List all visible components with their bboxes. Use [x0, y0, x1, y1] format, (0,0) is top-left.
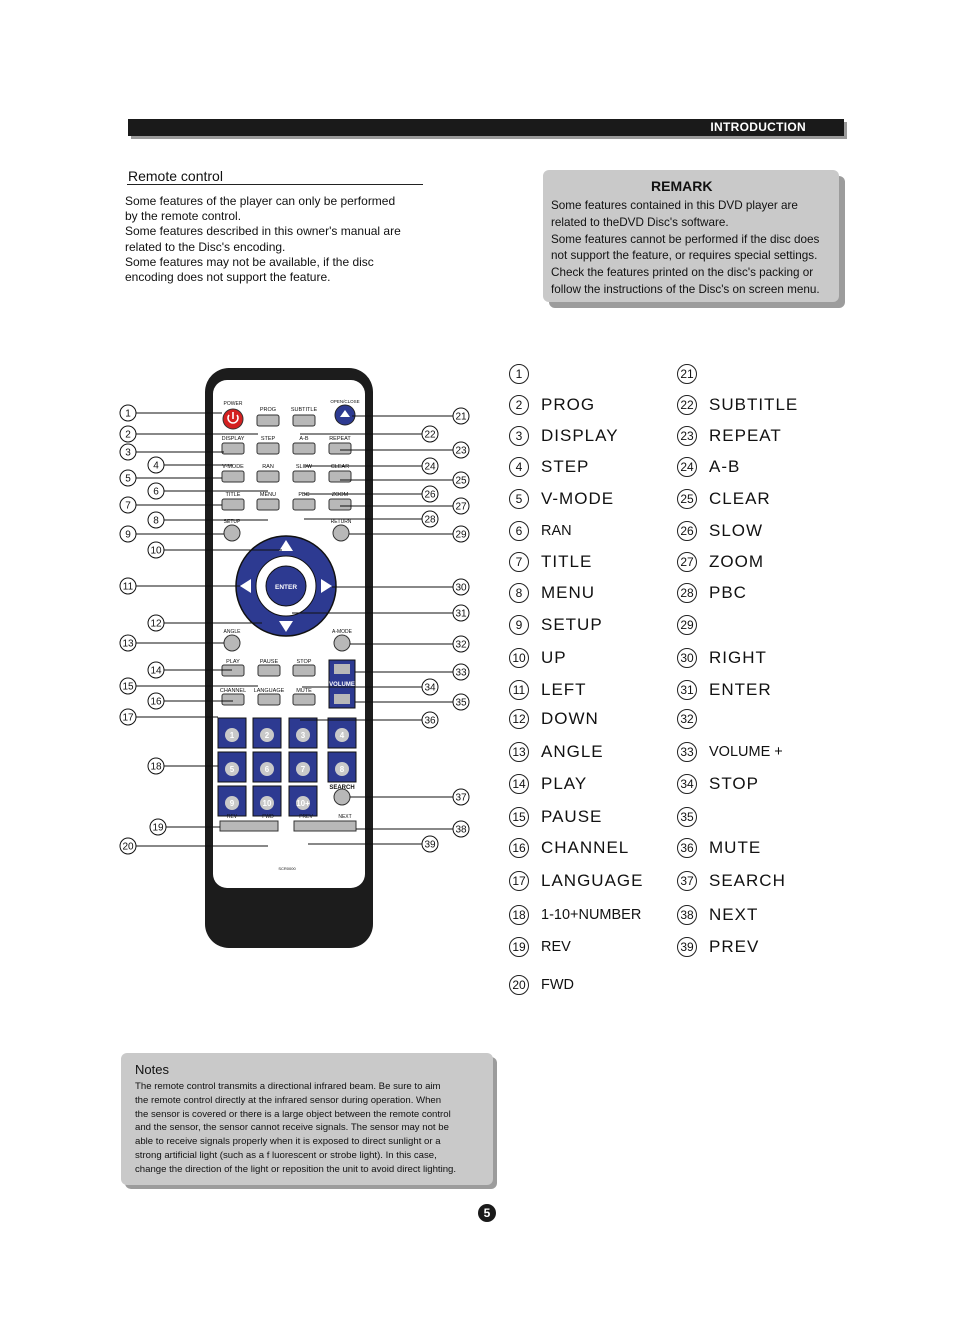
remote-label: 1	[125, 408, 131, 420]
remote-label: 5	[229, 765, 235, 774]
remote-label: 6	[153, 486, 159, 498]
remote-label: 25	[455, 475, 467, 487]
notes-title: Notes	[135, 1062, 169, 1077]
remote-label: 26	[424, 489, 436, 501]
legend-number: 11	[509, 680, 529, 700]
legend-number: 20	[509, 975, 529, 995]
remote-label: CHANNEL	[219, 688, 247, 694]
remote-label: REV	[226, 814, 238, 820]
legend-number: 30	[677, 648, 697, 668]
remote-label: 2	[125, 429, 131, 441]
remote-label: VOLUME	[329, 682, 355, 688]
remote-label: LANGUAGE	[253, 688, 285, 694]
legend-number: 35	[677, 807, 697, 827]
legend-label: REPEAT	[709, 426, 782, 445]
notes-line: and the sensor, the sensor cannot receive signals. The sensor may not be	[135, 1122, 449, 1134]
remote-key[interactable]	[222, 443, 244, 454]
page-number: 5	[478, 1204, 496, 1222]
remote-label: 7	[300, 765, 306, 774]
legend-label: VOLUME +	[709, 744, 783, 760]
remote-label: 37	[455, 792, 467, 804]
legend-label: PLAY	[541, 774, 588, 793]
remote-label: 39	[424, 839, 436, 851]
legend-number: 19	[509, 937, 529, 957]
intro-line: Some features may not be available, if the disc	[125, 254, 374, 269]
notes-line: The remote control transmits a directional infrared beam. Be sure to aim	[135, 1081, 441, 1092]
remote-label: ENTER	[274, 584, 298, 591]
legend-label: RIGHT	[709, 648, 767, 667]
remote-key[interactable]	[293, 443, 315, 454]
remote-label: MENU	[259, 492, 277, 498]
legend-number: 15	[509, 807, 529, 827]
legend-number: 9	[509, 615, 529, 635]
remote-label: 33	[455, 667, 467, 679]
legend-label: DISPLAY	[541, 426, 619, 445]
legend-label: SEARCH	[709, 871, 786, 890]
remark-line: Some features contained in this DVD player are	[551, 199, 798, 212]
remote-label: 36	[424, 715, 436, 727]
legend-label: TITLE	[541, 552, 593, 571]
legend-number: 36	[677, 838, 697, 858]
remote-label: 15	[122, 681, 134, 693]
legend-label: PBC	[709, 583, 747, 602]
legend-label: ENTER	[709, 680, 772, 699]
legend-label: STOP	[709, 774, 759, 793]
remote-label: STEP	[260, 436, 276, 442]
remote-label: SCR0000	[278, 866, 296, 871]
remote-key[interactable]	[257, 443, 279, 454]
channel-button[interactable]	[222, 694, 244, 705]
legend-number: 39	[677, 937, 697, 957]
legend-label: MENU	[541, 583, 596, 602]
remote-label: 7	[125, 500, 131, 512]
pause-button[interactable]	[258, 665, 280, 676]
remote-label: ZOOM	[331, 492, 349, 498]
remote-label: PROG	[259, 407, 277, 413]
remote-label: A-MODE	[332, 629, 352, 635]
remote-label: SEARCH	[329, 785, 355, 791]
legend-label: CLEAR	[709, 489, 771, 508]
legend-number: 18	[509, 905, 529, 925]
remote-label: 28	[424, 514, 436, 526]
remote-label: A-B	[299, 436, 309, 442]
remote-label: 35	[455, 697, 467, 709]
remote-label: SUBTITLE	[290, 407, 318, 413]
legend-label: LANGUAGE	[541, 871, 644, 890]
legend-number: 17	[509, 871, 529, 891]
notes-line: the remote control directly at the infrared sensor during operation. When	[135, 1094, 442, 1106]
remote-label: MUTE	[296, 688, 312, 694]
intro-line: Some features described in this owner's manual are	[125, 224, 401, 239]
legend-number: 32	[677, 709, 697, 729]
remote-label: 21	[455, 411, 467, 423]
legend-label: PAUSE	[541, 807, 603, 826]
legend-label: SLOW	[709, 521, 764, 540]
prev-next-bar	[294, 821, 356, 831]
legend-number: 22	[677, 395, 697, 415]
remote-key[interactable]	[257, 499, 279, 510]
remote-label: SLOW	[295, 464, 313, 470]
remote-label: REPEAT	[329, 436, 351, 442]
legend-label: DOWN	[541, 709, 599, 728]
legend-number: 13	[509, 742, 529, 762]
remote-label: DISPLAY	[221, 436, 245, 442]
remote-label: TITLE	[225, 492, 241, 498]
remote-label: POWER	[223, 401, 243, 407]
remark-line: Check the features printed on the disc's packing or	[551, 266, 814, 280]
notes-line: strong artificial light (such as a f luorescent or strobe light). In this case,	[135, 1149, 437, 1161]
legend-number: 5	[509, 489, 529, 509]
remote-key[interactable]	[329, 443, 351, 454]
legend-number: 33	[677, 742, 697, 762]
remark-line: Some features cannot be performed if the disc does	[551, 232, 820, 246]
remote-key[interactable]	[293, 499, 315, 510]
notes-body	[135, 1080, 456, 1177]
remote-label: 18	[150, 761, 162, 773]
remote-label: 9	[229, 799, 235, 808]
remote-label: PBC	[298, 492, 310, 498]
legend-number: 24	[677, 457, 697, 477]
remote-label: PLAY	[226, 659, 240, 665]
remote-label: OPEN/CLOSE	[330, 399, 360, 404]
section-title: Remote control	[128, 168, 223, 184]
search-button[interactable]	[334, 789, 350, 805]
remote-label: PAUSE	[259, 659, 279, 665]
setup-button[interactable]	[224, 525, 240, 541]
legend-label: ZOOM	[709, 552, 764, 571]
legend-label: PROG	[541, 395, 596, 414]
legend-label: CHANNEL	[541, 838, 630, 857]
legend-number: 6	[509, 521, 529, 541]
legend-number: 1	[509, 364, 529, 384]
remote-label: ANGLE	[223, 629, 241, 635]
volume-down-button	[334, 694, 350, 704]
remote-label: 38	[455, 824, 467, 836]
remote-label: 16	[150, 696, 162, 708]
notes-line: able to receive signals properly when it is exposed to direct sunlight or a	[135, 1136, 441, 1148]
section-header-title: INTRODUCTION	[710, 120, 806, 134]
remote-label: 3	[125, 447, 131, 459]
remark-line: related to theDVD Disc's software.	[551, 215, 729, 229]
remote-label: 1	[229, 731, 235, 740]
legend-number: 10	[509, 648, 529, 668]
legend-number: 28	[677, 583, 697, 603]
legend-number: 14	[509, 774, 529, 794]
legend-number: 2	[509, 395, 529, 415]
volume-up-button	[334, 664, 350, 674]
remark-line: follow the instructions of the Disc's on screen menu.	[551, 282, 820, 296]
remote-label: 2	[264, 731, 270, 740]
legend-number: 25	[677, 489, 697, 509]
remote-key[interactable]	[222, 471, 244, 482]
remark-line: not support the feature, or requires special settings.	[551, 249, 818, 263]
intro-line: Some features of the player can only be performed	[125, 194, 396, 208]
legend-label: 1-10+NUMBER	[541, 907, 642, 923]
remote-key[interactable]	[257, 471, 279, 482]
legend-label: A-B	[709, 457, 741, 476]
legend-number: 8	[509, 583, 529, 603]
remote-label: 20	[122, 841, 134, 853]
legend-label: RAN	[541, 523, 572, 539]
remote-label: 17	[122, 712, 134, 724]
legend-label: SETUP	[541, 615, 603, 634]
stop-button[interactable]	[293, 665, 315, 676]
legend-label: SUBTITLE	[709, 395, 799, 414]
remote-label: STOP	[296, 659, 312, 665]
remote-label: 27	[455, 501, 467, 513]
remote-label: 5	[125, 473, 131, 485]
rev-fwd-bar	[220, 821, 278, 831]
remote-label: 10+	[296, 799, 310, 808]
language-button[interactable]	[258, 694, 280, 705]
remote-label: 24	[424, 461, 436, 473]
remote-label: 10	[262, 799, 272, 808]
remote-label: 12	[150, 618, 162, 630]
a-mode-button[interactable]	[334, 635, 350, 651]
legend-number: 31	[677, 680, 697, 700]
remote-label: 31	[455, 608, 467, 620]
remark-title: REMARK	[651, 178, 713, 194]
remote-label: CLEAR	[330, 464, 350, 470]
remote-label: 30	[455, 582, 467, 594]
legend-number: 16	[509, 838, 529, 858]
remote-label: 6	[264, 765, 270, 774]
remote-key[interactable]	[222, 499, 244, 510]
remote-label: 4	[153, 460, 159, 472]
legend-label: NEXT	[709, 905, 759, 924]
remote-label: 29	[455, 529, 467, 541]
remote-label: 13	[122, 638, 134, 650]
remote-label: 8	[339, 765, 345, 774]
remote-label: 34	[424, 682, 436, 694]
remote-label: V-MODE	[222, 464, 244, 470]
notes-line: change the direction of the light or reposition the unit to avoid direct lighting.	[135, 1163, 457, 1175]
remote-label: 14	[150, 665, 162, 677]
remote-label: 8	[153, 515, 159, 527]
subtitle-button[interactable]	[293, 415, 315, 426]
mute-button[interactable]	[293, 694, 315, 705]
intro-line: related to the Disc's encoding.	[125, 239, 286, 254]
legend-number: 27	[677, 552, 697, 572]
remote-label: 22	[424, 429, 436, 441]
prog-button[interactable]	[257, 415, 279, 426]
legend-number: 7	[509, 552, 529, 572]
legend-number: 4	[509, 457, 529, 477]
remote-label: NEXT	[338, 814, 352, 820]
remote-key[interactable]	[293, 471, 315, 482]
legend-number: 12	[509, 709, 529, 729]
legend-number: 29	[677, 615, 697, 635]
remote-label: 19	[152, 822, 164, 834]
remote-label: PREV	[299, 814, 313, 820]
remote-label: SETUP	[223, 519, 241, 525]
legend-label: UP	[541, 648, 567, 667]
legend-number: 34	[677, 774, 697, 794]
remote-label: FWD	[262, 814, 274, 820]
intro-line: by the remote control.	[125, 209, 242, 224]
remote-label: 3	[300, 731, 306, 740]
legend-number: 3	[509, 426, 529, 446]
notes-box	[121, 1053, 493, 1185]
legend-label: LEFT	[541, 680, 587, 699]
notes-line: the sensor is covered or there is a large object between the remote control	[135, 1108, 451, 1120]
remote-label: 23	[455, 445, 467, 457]
remote-label: 10	[150, 545, 162, 557]
remote-label: 11	[122, 581, 134, 593]
legend-number: 37	[677, 871, 697, 891]
remote-label: RETURN	[330, 519, 352, 525]
legend-label: ANGLE	[541, 742, 604, 761]
intro-line: encoding does not support the feature.	[125, 270, 331, 285]
legend-number: 21	[677, 364, 697, 384]
legend-number: 38	[677, 905, 697, 925]
legend-number: 26	[677, 521, 697, 541]
legend-number: 23	[677, 426, 697, 446]
angle-button[interactable]	[224, 635, 240, 651]
legend-label: FWD	[541, 977, 575, 993]
legend-label: V-MODE	[541, 489, 615, 508]
legend-label: MUTE	[709, 838, 762, 857]
legend-label: REV	[541, 939, 571, 955]
remote-label: 4	[339, 731, 345, 740]
remote-label: RAN	[262, 464, 274, 470]
legend-label: PREV	[709, 937, 760, 956]
remote-key[interactable]	[329, 499, 351, 510]
remote-label: 32	[455, 639, 467, 651]
legend-label: STEP	[541, 457, 590, 476]
return-button[interactable]	[333, 525, 349, 541]
remote-label: 9	[125, 529, 131, 541]
